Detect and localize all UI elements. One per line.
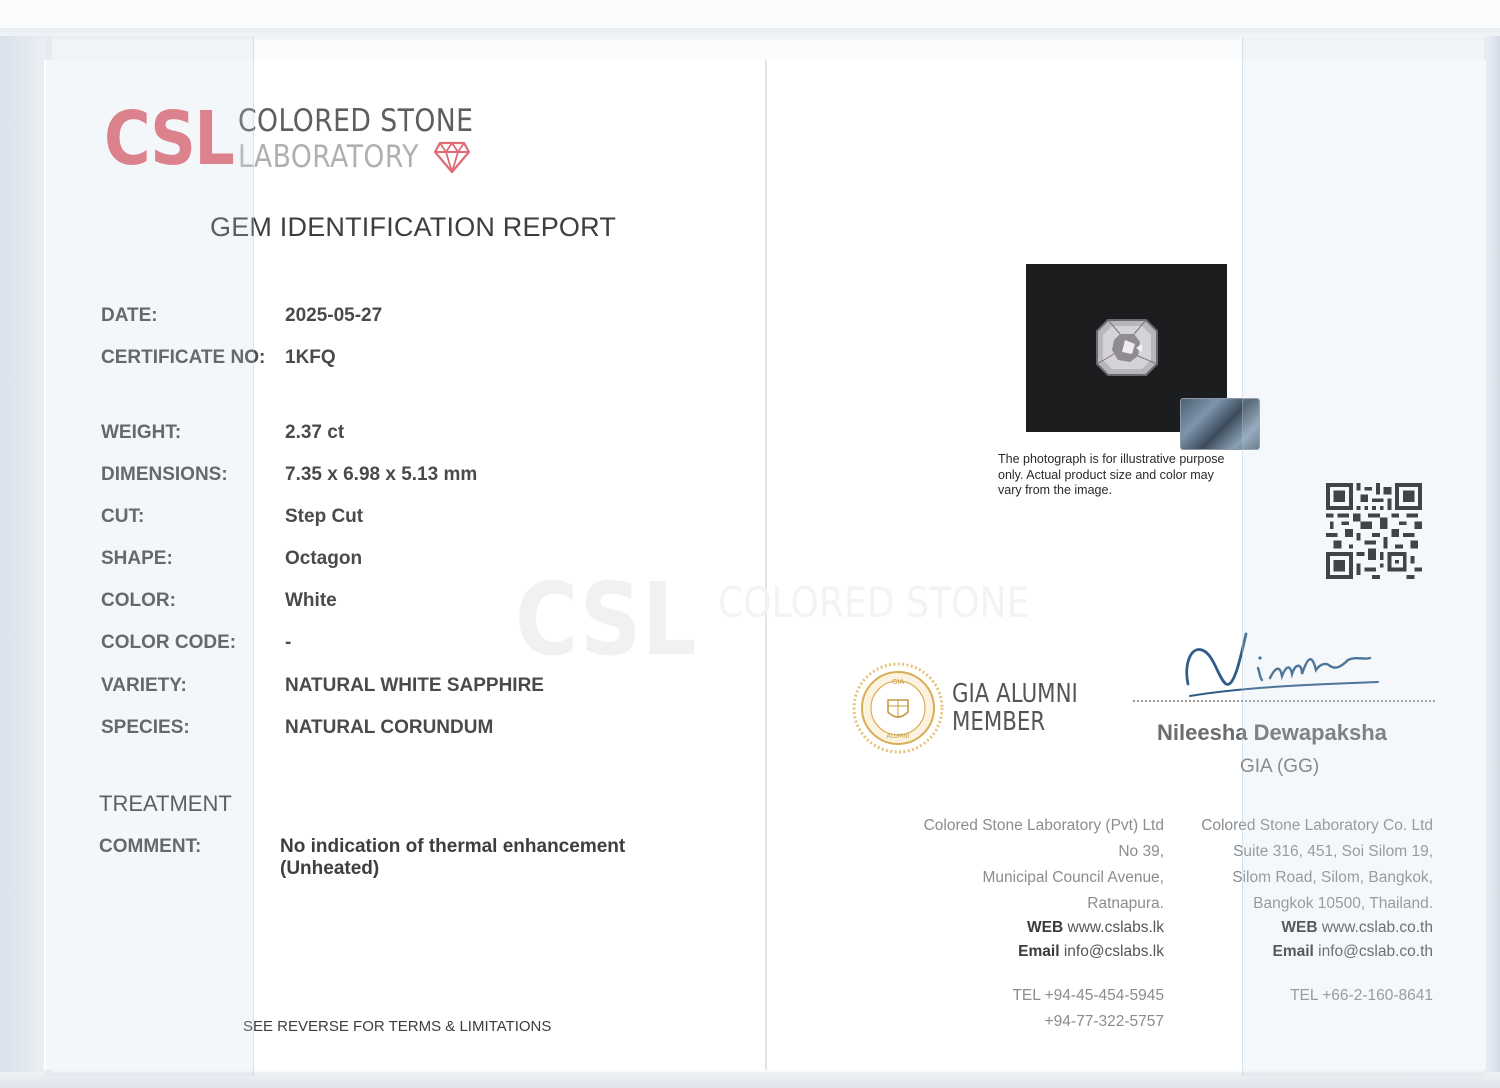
comment-line-2: (Unheated): [280, 858, 380, 879]
sleeve-right-edge: [1484, 36, 1500, 1076]
cut-value: Step Cut: [285, 506, 364, 527]
gia-seal-text-bottom: ALUMNI: [886, 733, 910, 740]
color-code-label: COLOR CODE:: [101, 632, 237, 653]
thailand-address-line-1: Suite 316, 451, Soi Silom 19,: [1233, 843, 1433, 860]
comment-value: [280, 836, 680, 880]
gia-alumni-line-2: MEMBER: [952, 707, 1046, 737]
gia-alumni-seal: [852, 662, 944, 754]
sri-lanka-email-label: Email: [1018, 943, 1060, 960]
weight-value: 2.37 ct: [285, 422, 345, 443]
variety-label: VARIETY:: [101, 675, 187, 696]
sri-lanka-tel-label: TEL: [1012, 987, 1041, 1004]
sri-lanka-web-label: WEB: [1027, 919, 1064, 936]
photo-caption: [998, 452, 1258, 499]
species-label: SPECIES:: [101, 717, 190, 738]
gia-alumni-label: [952, 680, 1078, 736]
thailand-web-label: WEB: [1281, 919, 1318, 936]
sri-lanka-email-row: [900, 939, 1164, 965]
logo-line-2: LABORATORY: [238, 139, 419, 175]
sri-lanka-address-block: [900, 813, 1164, 1035]
weight-label: WEIGHT:: [101, 422, 182, 443]
watermark-text: COLORED STONE: [718, 578, 1030, 627]
cut-label: CUT:: [101, 506, 145, 527]
logo-abbr: CSL: [104, 96, 234, 182]
logo-line-1: COLORED STONE: [238, 103, 474, 139]
thailand-web-link[interactable]: www.cslab.co.th: [1321, 919, 1433, 936]
date-value: 2025-05-27: [285, 305, 383, 326]
sri-lanka-tel-row: [900, 983, 1164, 1009]
thailand-tel-1: +66-2-160-8641: [1322, 987, 1433, 1004]
photo-caption-line-1: The photograph is for illustrative purpose: [998, 452, 1225, 466]
thailand-tel-label: TEL: [1290, 987, 1318, 1004]
sri-lanka-tel-2: +94-77-322-5757: [1044, 1013, 1164, 1030]
sri-lanka-address-line-2: Municipal Council Avenue,: [982, 869, 1164, 886]
watermark-abbr: CSL: [515, 561, 697, 678]
terms-footer: SEE REVERSE FOR TERMS & LIMITATIONS: [243, 1018, 552, 1035]
sri-lanka-address-line-1: No 39,: [1118, 843, 1164, 860]
date-label: DATE:: [101, 305, 158, 326]
color-code-value: -: [285, 632, 292, 653]
sri-lanka-tel-1: +94-45-454-5945: [1044, 987, 1164, 1004]
signatory-name: Nileesha Dewapaksha: [1157, 720, 1387, 745]
sri-lanka-web-link[interactable]: www.cslabs.lk: [1067, 919, 1164, 936]
sri-lanka-company: Colored Stone Laboratory (Pvt) Ltd: [923, 817, 1164, 834]
photo-caption-line-2: only. Actual product size and color may: [998, 467, 1214, 482]
sleeve-tape-left: [46, 36, 254, 1076]
gia-seal-text-top: GIA: [891, 678, 905, 686]
treatment-heading: TREATMENT: [99, 791, 232, 816]
comment-label: COMMENT:: [99, 836, 202, 857]
diamond-icon: [434, 141, 470, 173]
shape-value: Octagon: [285, 548, 363, 569]
sri-lanka-email-link[interactable]: info@cslabs.lk: [1063, 943, 1164, 960]
thailand-email-link[interactable]: info@cslab.co.th: [1318, 943, 1433, 960]
color-label: COLOR:: [101, 590, 176, 611]
certificate-no-label: CERTIFICATE NO:: [101, 347, 266, 368]
report-title: GEM IDENTIFICATION REPORT: [210, 212, 617, 242]
signatory-title: GIA (GG): [1240, 756, 1320, 777]
thailand-address-line-3: Bangkok 10500, Thailand.: [1253, 895, 1433, 912]
dimensions-label: DIMENSIONS:: [101, 464, 228, 485]
certificate-no-value: 1KFQ: [285, 347, 336, 368]
sri-lanka-address-line-3: Ratnapura.: [1087, 895, 1164, 912]
comment-line-1: No indication of thermal enhancement: [280, 836, 626, 857]
dimensions-value: 7.35 x 6.98 x 5.13 mm: [285, 464, 478, 485]
photo-caption-line-3: vary from the image.: [998, 483, 1112, 497]
color-value: White: [285, 590, 337, 611]
thailand-company: Colored Stone Laboratory Co. Ltd: [1201, 817, 1433, 834]
thailand-email-label: Email: [1272, 943, 1314, 960]
variety-value: NATURAL WHITE SAPPHIRE: [285, 675, 544, 696]
thailand-address-line-2: Silom Road, Silom, Bangkok,: [1232, 869, 1433, 886]
sleeve-tape-right: [1242, 38, 1486, 1076]
shape-label: SHAPE:: [101, 548, 173, 569]
species-value: NATURAL CORUNDUM: [285, 717, 494, 738]
sri-lanka-web-row: [900, 917, 1164, 939]
gia-alumni-line-1: GIA ALUMNI: [952, 679, 1078, 709]
